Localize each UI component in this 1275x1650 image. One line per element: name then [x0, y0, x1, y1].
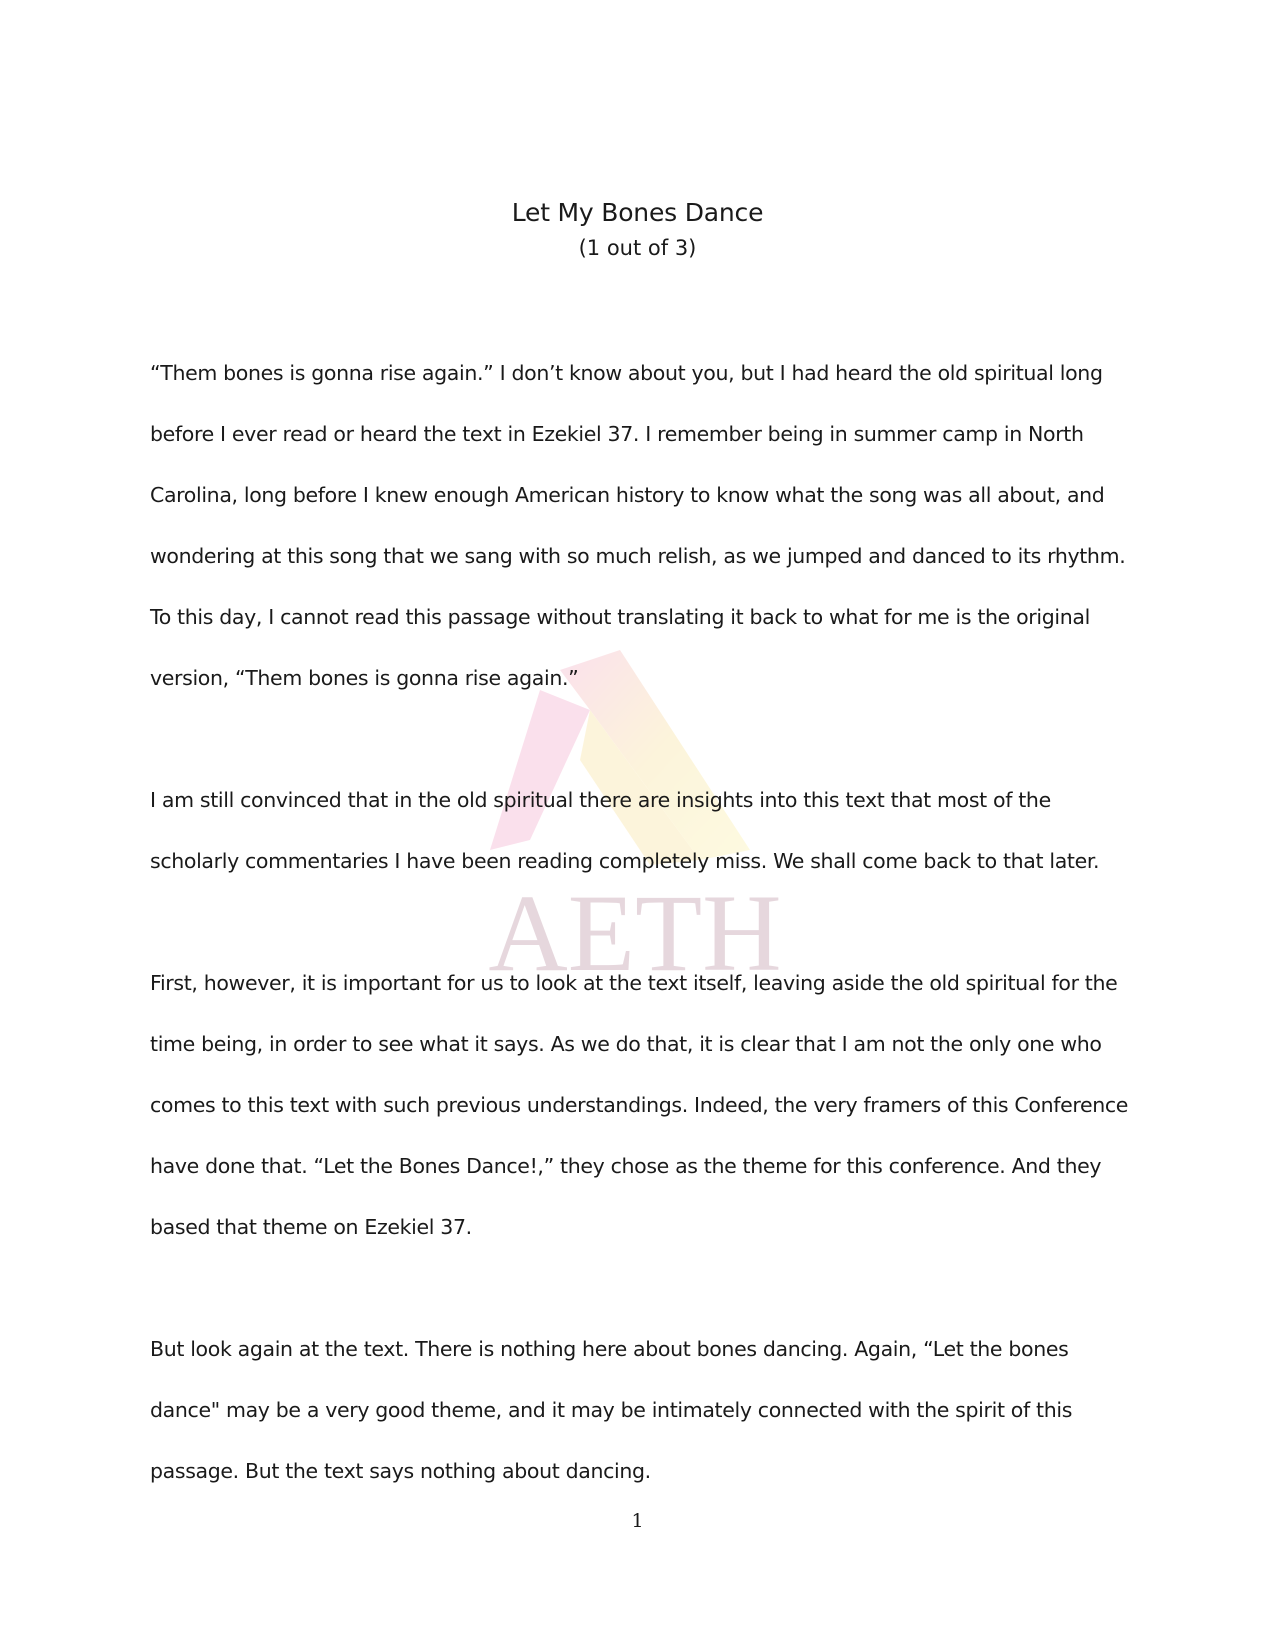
document-title: Let My Bones Dance [511, 198, 764, 227]
paragraph: First, however, it is important for us to look at the text itself, leaving aside the old spiritual for the time being, in order to see what it says. As we do that, it is clear that I am not the only one who comes to this text with such previous understandings. Indeed, the very framers of this Conference have done that. “Let the Bones Dance!,” they chose as the theme for this conference. And they based that theme on Ezekiel 37. [150, 971, 1129, 1239]
paragraph: I am still convinced that in the old spiritual there are insights into this text that most of the scholarly commentaries I have been reading completely miss. We shall come back to that later. [150, 788, 1100, 873]
page-number: 1 [631, 1510, 644, 1532]
paragraph: “Them bones is gonna rise again.” I don’t know about you, but I had heard the old spiritual long before I ever read or heard the text in Ezekiel 37. I remember being in summer camp in North Carolina, long before I knew enough American history to know what the song was all about, and wondering at this song that we sang with so much relish, as we jumped and danced to its rhythm. To this day, I cannot read this passage without translating it back to what for me is the original version, “Them bones is gonna rise again.” [150, 361, 1126, 690]
document-body [150, 343, 1135, 1502]
document-subtitle: (1 out of 3) [578, 236, 697, 260]
paragraph: But look again at the text. There is nothing here about bones dancing. Again, “Let the bones dance" may be a very good theme, and it may be intimately connected with the spirit of this passage. But the text says nothing about dancing. [150, 1337, 1073, 1483]
watermark-text: AETH [488, 872, 782, 994]
